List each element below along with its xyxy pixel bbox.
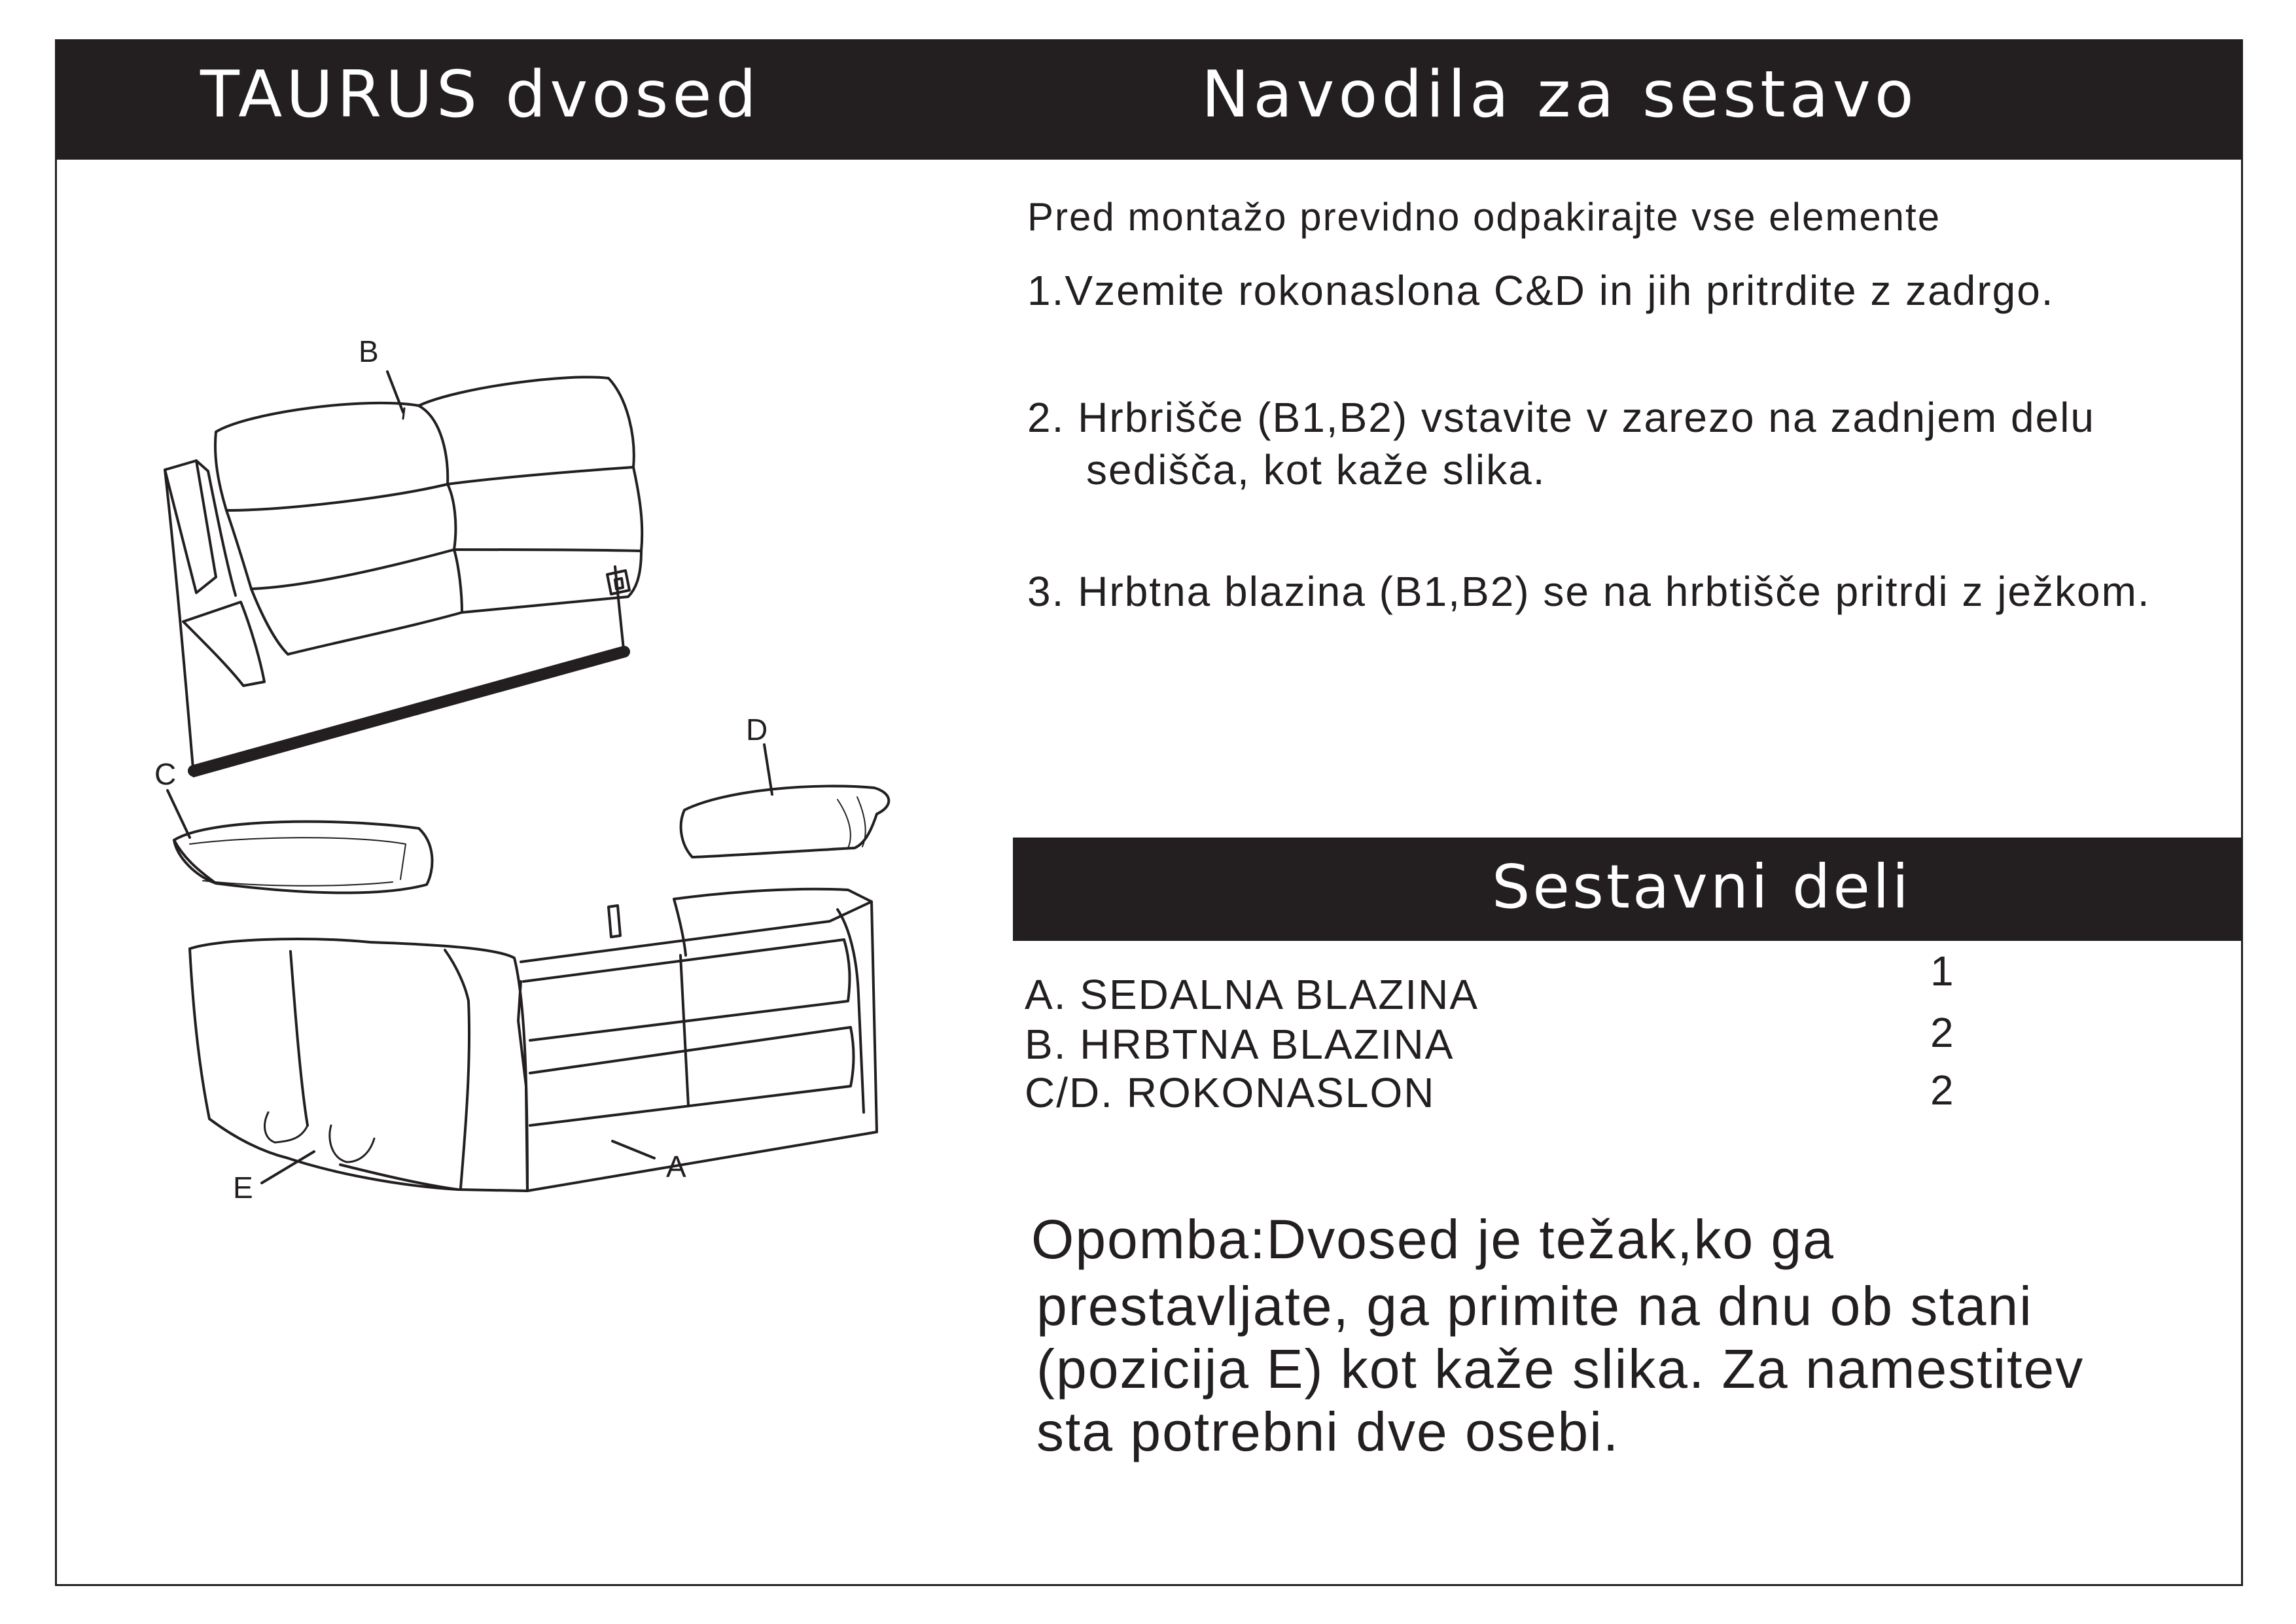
intro-text: Pred montažo previdno odpakirajte vse elemente [1027,195,1941,239]
step-1: 1.Vzemite rokonaslona C&D in jih pritrdite z zadrgo. [1027,267,2055,314]
seat-part-a [190,889,877,1191]
step-2-line-2: sedišča, kot kaže slika. [1086,446,1546,493]
note-line-1: Opomba:Dvosed je težak,ko ga [1031,1209,1835,1270]
label-c: C [154,757,177,791]
section-title: Navodila za sestavo [1201,58,1918,132]
armrest-part-d [681,786,889,857]
leader-line-d [764,745,772,794]
label-b: B [359,334,379,368]
leader-line-c [168,790,190,838]
part-qty-b: 2 [1930,1009,1955,1056]
part-item-cd: C/D. ROKONASLON [1025,1069,1436,1116]
step-3: 3. Hrbtna blazina (B1,B2) se na hrbtišče pritrdi z ježkom. [1027,568,2151,615]
note-line-4: sta potrebni dve osebi. [1036,1401,1620,1462]
label-a: A [666,1150,686,1184]
label-e: E [233,1171,253,1205]
armrest-part-c [174,822,433,893]
step-2-line-1: 2. Hrbrišče (B1,B2) vstavite v zarezo na zadnjem delu [1027,394,2095,441]
part-qty-cd: 2 [1930,1067,1955,1114]
parts-title: Sestavni deli [1492,852,1912,922]
note-line-3: (pozicija E) kot kaže slika. Za namestitev [1036,1338,2085,1400]
part-item-b: B. HRBTNA BLAZINA [1025,1021,1455,1068]
part-qty-a: 1 [1930,947,1955,995]
label-d: D [746,713,768,747]
backrest-part-b [165,377,642,776]
leader-line-a [612,1141,654,1158]
part-item-a: A. SEDALNA BLAZINA [1025,971,1479,1018]
note-line-2: prestavljate, ga primite na dnu ob stani [1036,1275,2033,1337]
product-title: TAURUS dvosed [200,58,760,132]
leader-line-e [262,1152,314,1183]
leader-line-b [387,372,403,412]
